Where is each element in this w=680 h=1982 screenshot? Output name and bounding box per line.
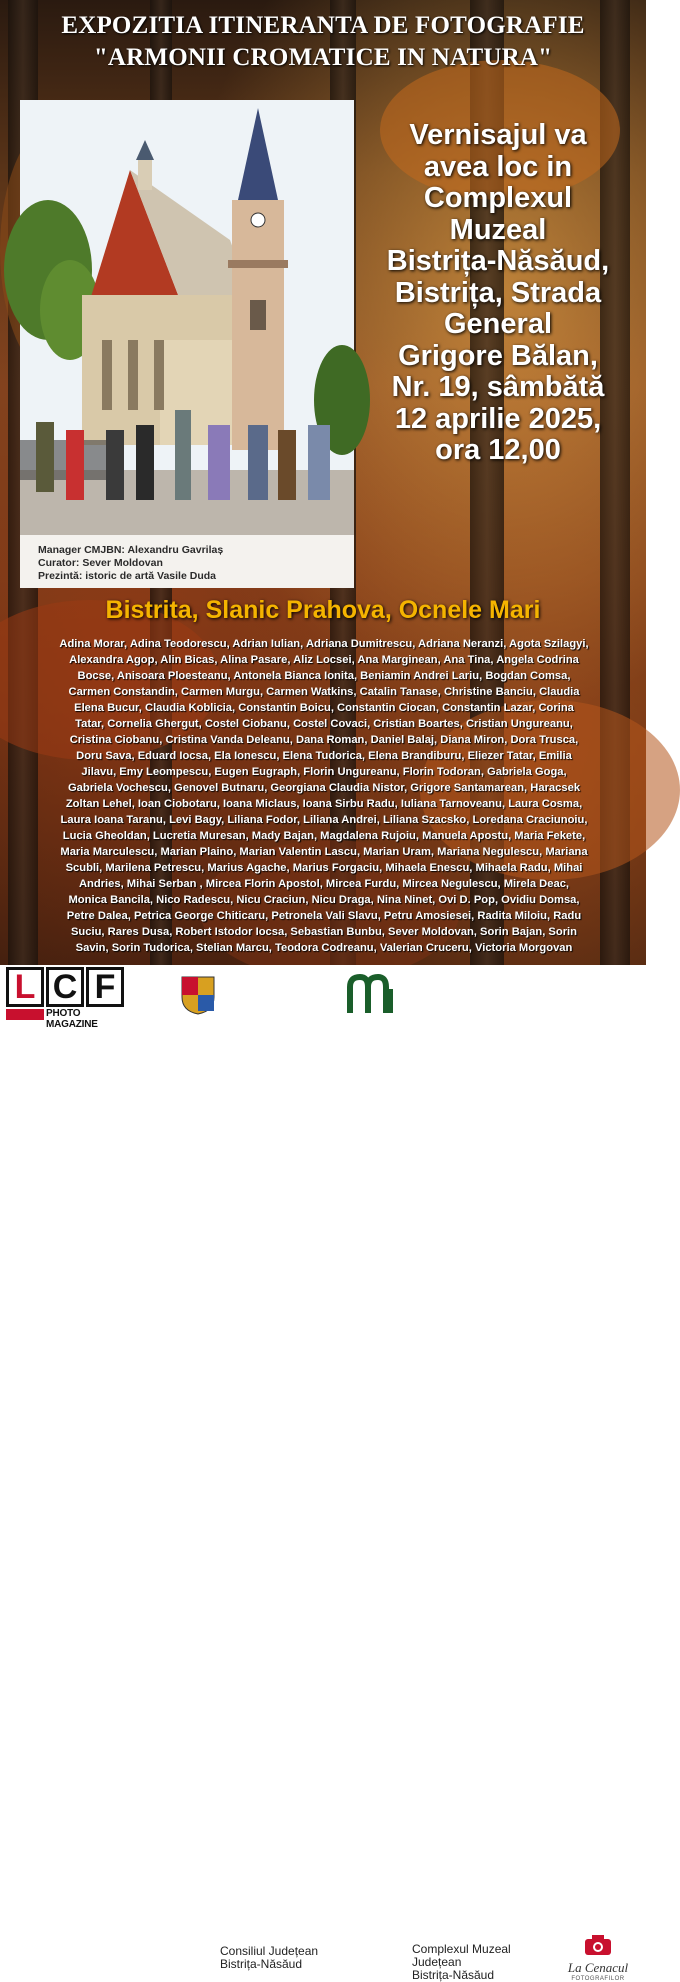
museum-line: Bistrița-Năsăud bbox=[412, 1968, 495, 1982]
artists-line: Carmen Constandin, Carmen Murgu, Carmen Watkins, Catalin Tanase, Christine Banciu, Claudia bbox=[68, 686, 580, 698]
venue-announcement bbox=[356, 120, 640, 467]
venue-line: Bistrița-Năsăud, bbox=[386, 245, 610, 277]
artists-line: Lucia Gheoldan, Lucretia Muresan, Mady Bajan, Magdalena Rujoiu, Manuela Apostu, Maria Fekete, bbox=[62, 830, 586, 842]
venue-line: Nr. 19, sâmbătă bbox=[391, 371, 605, 403]
artists-line: Zoltan Lehel, Ioan Ciobotaru, Ioana Miclaus, Ioana Sirbu Radu, Iuliana Tarnoveanu, Laura Cosma, bbox=[65, 798, 583, 810]
artists-line: Suciu, Rares Dusa, Robert Istodor Iocsa, Sebastian Bunbu, Sever Moldovan, Sorin Bajan, Sorin bbox=[70, 926, 578, 938]
county-council-name bbox=[220, 1945, 318, 1971]
exhibition-title: EXPOZITIA ITINERANTA DE FOTOGRAFIE bbox=[61, 12, 585, 39]
artists-line: Monica Bancila, Nico Radescu, Nicu Craciun, Nicu Draga, Nina Ninet, Ovi D. Pop, Ovidiu Domsa, bbox=[68, 894, 580, 906]
artists-line: Savin, Sorin Tudorica, Stelian Marcu, Teodora Codreanu, Valerian Cruceru, Victoria Morgovan bbox=[75, 942, 573, 954]
poster-background bbox=[0, 0, 646, 965]
church-photo bbox=[20, 100, 354, 588]
lcf-logo bbox=[6, 967, 124, 1030]
venue-line: Grigore Bălan, bbox=[398, 339, 598, 372]
cities-line: Bistrita, Slanic Prahova, Ocnele Mari bbox=[105, 596, 541, 624]
artists-line: Petre Dalea, Petrica George Chiticaru, Petronela Vali Slavu, Petru Amosiesei, Radita Miloiu, Radu bbox=[66, 910, 582, 922]
church-illustration bbox=[20, 100, 354, 588]
lcf-letter: C bbox=[46, 967, 84, 1007]
venue-line: avea loc in bbox=[423, 150, 573, 183]
cenacul-subtitle: FOTOGRAFILOR bbox=[571, 1976, 625, 1982]
venue-line: Muzeal bbox=[449, 213, 547, 246]
artists-line: Elena Bucur, Claudia Koblicia, Constantin Boicu, Constantin Ciocan, Constantin Lazar, Corina bbox=[74, 702, 574, 714]
lcf-caption: PHOTO MAGAZINE bbox=[46, 1008, 98, 1030]
artists-line: Alexandra Agop, Alin Bicas, Alina Pasare, Aliz Locsei, Ana Marginean, Ana Tina, Angela Codrina bbox=[69, 654, 579, 666]
credits-block bbox=[38, 544, 348, 583]
council-line: Consiliul Județean bbox=[220, 1944, 319, 1958]
artists-line: Tatar, Cornelia Ghergut, Costel Ciobanu, Costel Covaci, Cristian Boartes, Cristian Ungureanu, bbox=[75, 718, 573, 730]
council-line: Bistrița-Năsăud bbox=[220, 1957, 303, 1971]
venue-line: Complexul bbox=[423, 182, 573, 214]
manager-credit: Manager CMJBN: Alexandru Gavrilaș bbox=[38, 544, 224, 556]
coat-of-arms-icon bbox=[180, 975, 216, 1015]
curator-credit: Curator: Sever Moldovan bbox=[38, 557, 163, 569]
venue-line: Bistrița, Strada bbox=[394, 276, 602, 309]
artists-line: Maria Marculescu, Marian Plaino, Marian Valentin Lascu, Marian Uram, Mariana Negulescu, Mariana bbox=[60, 846, 588, 858]
artists-line: Andries, Mihai Serban , Mircea Florin Apostol, Mircea Furdu, Mircea Negulescu, Mirela Deac, bbox=[78, 878, 570, 890]
artists-line: Jilavu, Emy Leompescu, Eugen Eugraph, Florin Ungureanu, Florin Todoran, Gabriela Goga, bbox=[81, 766, 567, 778]
venue-line: General bbox=[444, 308, 552, 340]
artists-line: Doru Sava, Eduard Iocsa, Ela Ionescu, Elena Tudorica, Elena Brandiburu, Eliezer Tatar, Emilia bbox=[76, 750, 572, 762]
artists-line: Scubli, Marilena Petrescu, Marius Agache, Marius Forgaciu, Mihaela Enescu, Mihaela Radu, Mihai bbox=[65, 862, 583, 874]
artists-line: Gabriela Vochescu, Genovel Butnaru, Georgiana Claudia Nistor, Grigore Santamarean, Haracsek bbox=[67, 782, 581, 794]
artists-line: Bocse, Anisoara Ploesteanu, Antonela Bianca Ionita, Beniamin Andrei Lariu, Bogdan Comsa, bbox=[77, 670, 571, 682]
museum-line: Județean bbox=[412, 1955, 462, 1969]
exhibition-subtitle: "ARMONII CROMATICE IN NATURA" bbox=[93, 44, 553, 71]
venue-line: 12 aprilie 2025, bbox=[394, 402, 602, 435]
museum-line: Complexul Muzeal bbox=[412, 1942, 511, 1956]
presenter-credit: Prezintă: istoric de artă Vasile Duda bbox=[38, 570, 216, 582]
venue-line: ora 12,00 bbox=[435, 434, 561, 466]
lcf-letter: L bbox=[6, 967, 44, 1007]
museum-complex-name bbox=[412, 1943, 511, 1982]
sponsor-footer bbox=[0, 965, 646, 1982]
artists-line: Cristina Ciobanu, Cristina Vanda Deleanu, Dana Roman, Daniel Balaj, Diana Miron, Dora Trusca, bbox=[69, 734, 579, 746]
artists-line: Adina Morar, Adina Teodorescu, Adrian Iulian, Adriana Dumitrescu, Adriana Neranzi, Agota Szilagyi, bbox=[59, 638, 589, 650]
artists-line: Laura Ioana Taranu, Levi Bagy, Liliana Fodor, Liliana Andrei, Liliana Szacsko, Loredana Craciunoiu, bbox=[60, 814, 588, 826]
lcf-letter: F bbox=[86, 967, 124, 1007]
camera-icon bbox=[583, 1933, 613, 1957]
cenacul-name: La Cenacul bbox=[567, 1960, 629, 1975]
lcf-red-bar bbox=[6, 1009, 44, 1020]
museum-logo-icon bbox=[346, 973, 400, 1017]
artists-list bbox=[8, 636, 640, 956]
cenacul-logo bbox=[556, 1933, 640, 1982]
venue-line: Vernisajul va bbox=[409, 119, 587, 151]
